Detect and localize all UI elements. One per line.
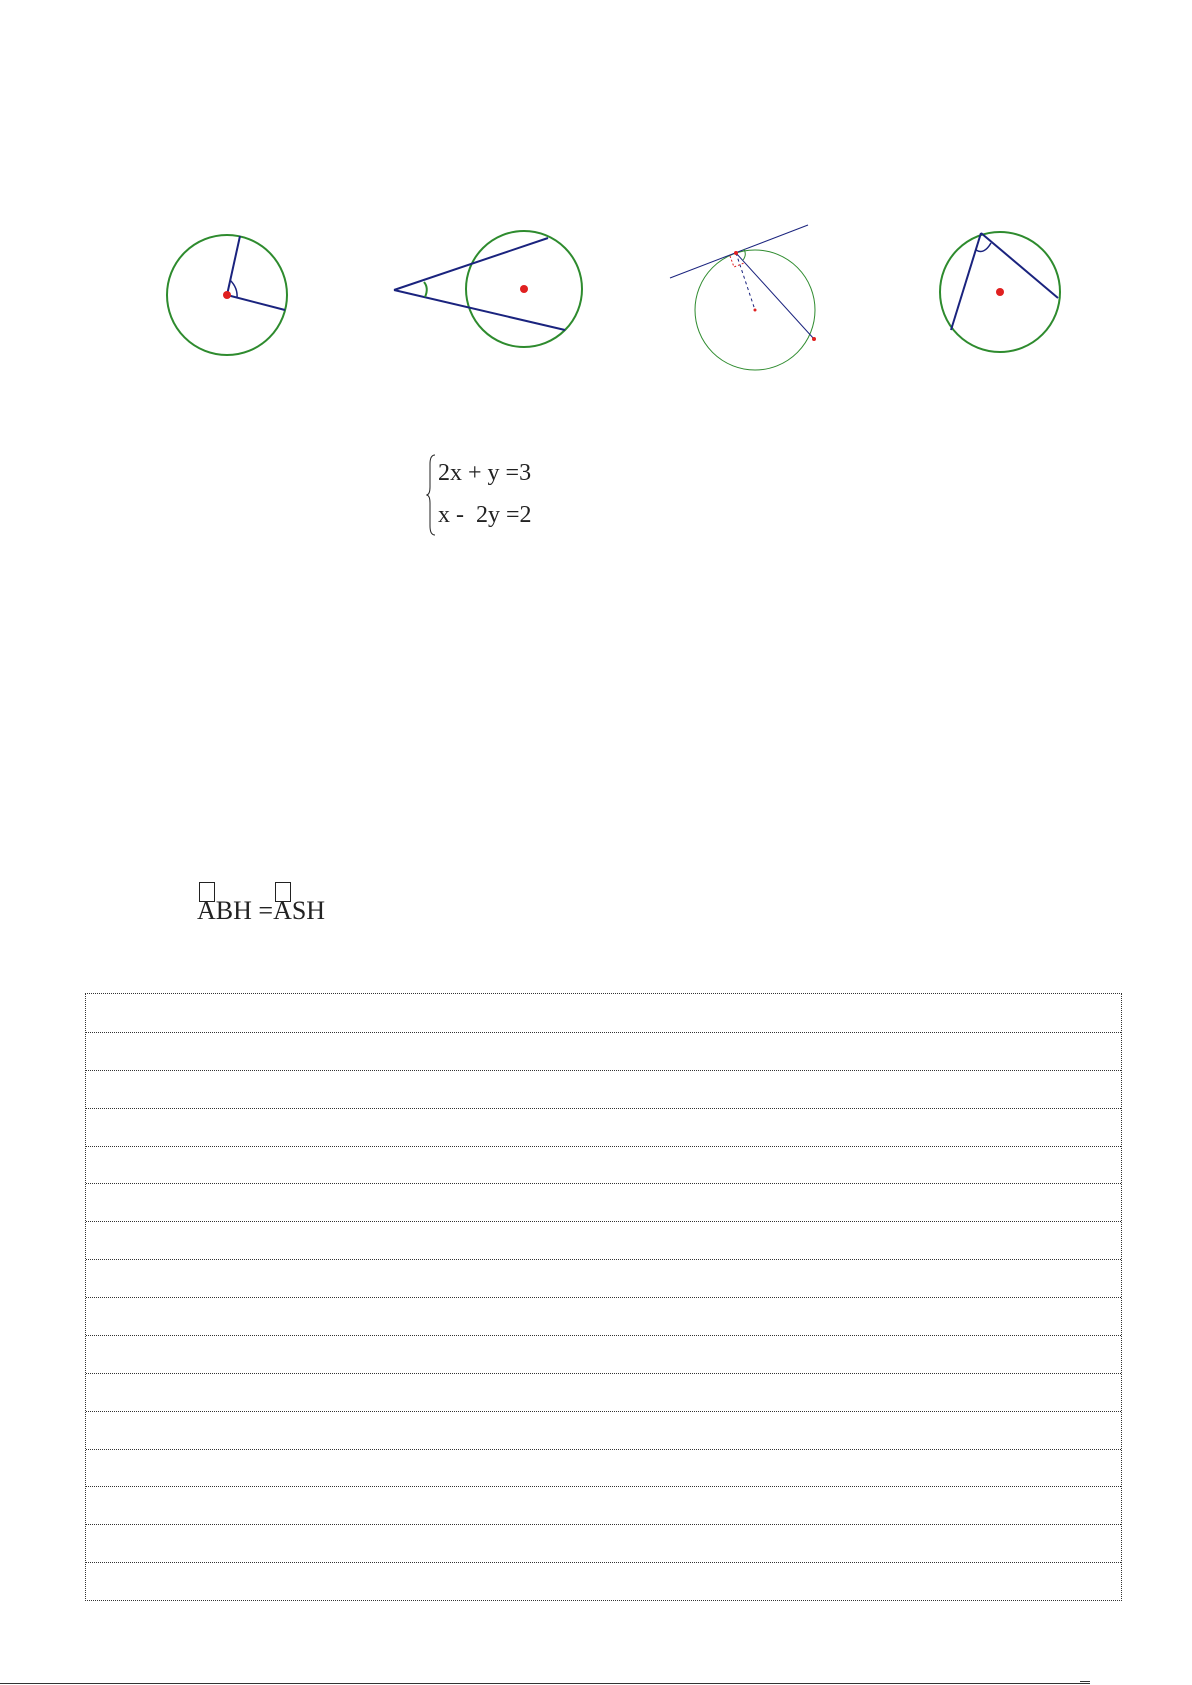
- answer-line: [86, 1373, 1121, 1374]
- answer-area[interactable]: [85, 993, 1122, 1601]
- center-dot: [520, 285, 528, 293]
- answer-line: [86, 1070, 1121, 1071]
- external-angle-figure: [390, 225, 590, 355]
- inscribed-angle-figure: [938, 228, 1072, 362]
- angle-symbol: [273, 896, 292, 926]
- equation-line-2: x - 2y =2: [438, 502, 532, 528]
- chord-line: [951, 233, 981, 330]
- radius-line: [227, 295, 285, 310]
- equation-system: [438, 452, 532, 536]
- answer-line: [86, 1221, 1121, 1222]
- answer-line: [86, 1146, 1121, 1147]
- central-angle-figure: [160, 228, 294, 362]
- answer-line: [86, 1032, 1121, 1033]
- answer-line: [86, 1183, 1121, 1184]
- answer-line: [86, 1297, 1121, 1298]
- answer-line: [86, 1259, 1121, 1260]
- angle-name: SH: [291, 896, 326, 925]
- answer-line: [86, 1449, 1121, 1450]
- angle-arc: [424, 282, 427, 297]
- answer-line: [86, 1411, 1121, 1412]
- angle-name: BH =: [215, 896, 274, 925]
- answer-line: [86, 1524, 1121, 1525]
- answer-line: [86, 1562, 1121, 1563]
- answer-line: [86, 1108, 1121, 1109]
- secant-line: [394, 238, 548, 290]
- tangent-chord-angle-figure: [670, 220, 820, 380]
- center-dot: [996, 288, 1004, 296]
- bottom-rule: [0, 1683, 1090, 1684]
- tangent-line: [670, 225, 808, 278]
- center-dot: [754, 309, 757, 312]
- angle-equality: [197, 896, 325, 926]
- secant-line: [394, 290, 565, 330]
- answer-line: [86, 1486, 1121, 1487]
- answer-line: [86, 1335, 1121, 1336]
- bottom-tick: [1080, 1681, 1090, 1682]
- chord-line: [981, 233, 1058, 298]
- angle-vertex: A: [197, 896, 216, 925]
- chord-endpoint: [812, 337, 816, 341]
- radius-line: [736, 253, 755, 310]
- radius-line: [227, 236, 240, 295]
- tangent-point: [734, 251, 738, 255]
- right-angle-mark: [730, 256, 744, 267]
- center-dot: [223, 291, 231, 299]
- angle-vertex: A: [273, 896, 292, 925]
- equation-line-1: 2x + y =3: [438, 460, 532, 486]
- chord-line: [736, 253, 814, 339]
- left-brace: [426, 454, 436, 536]
- angle-symbol: [197, 896, 216, 926]
